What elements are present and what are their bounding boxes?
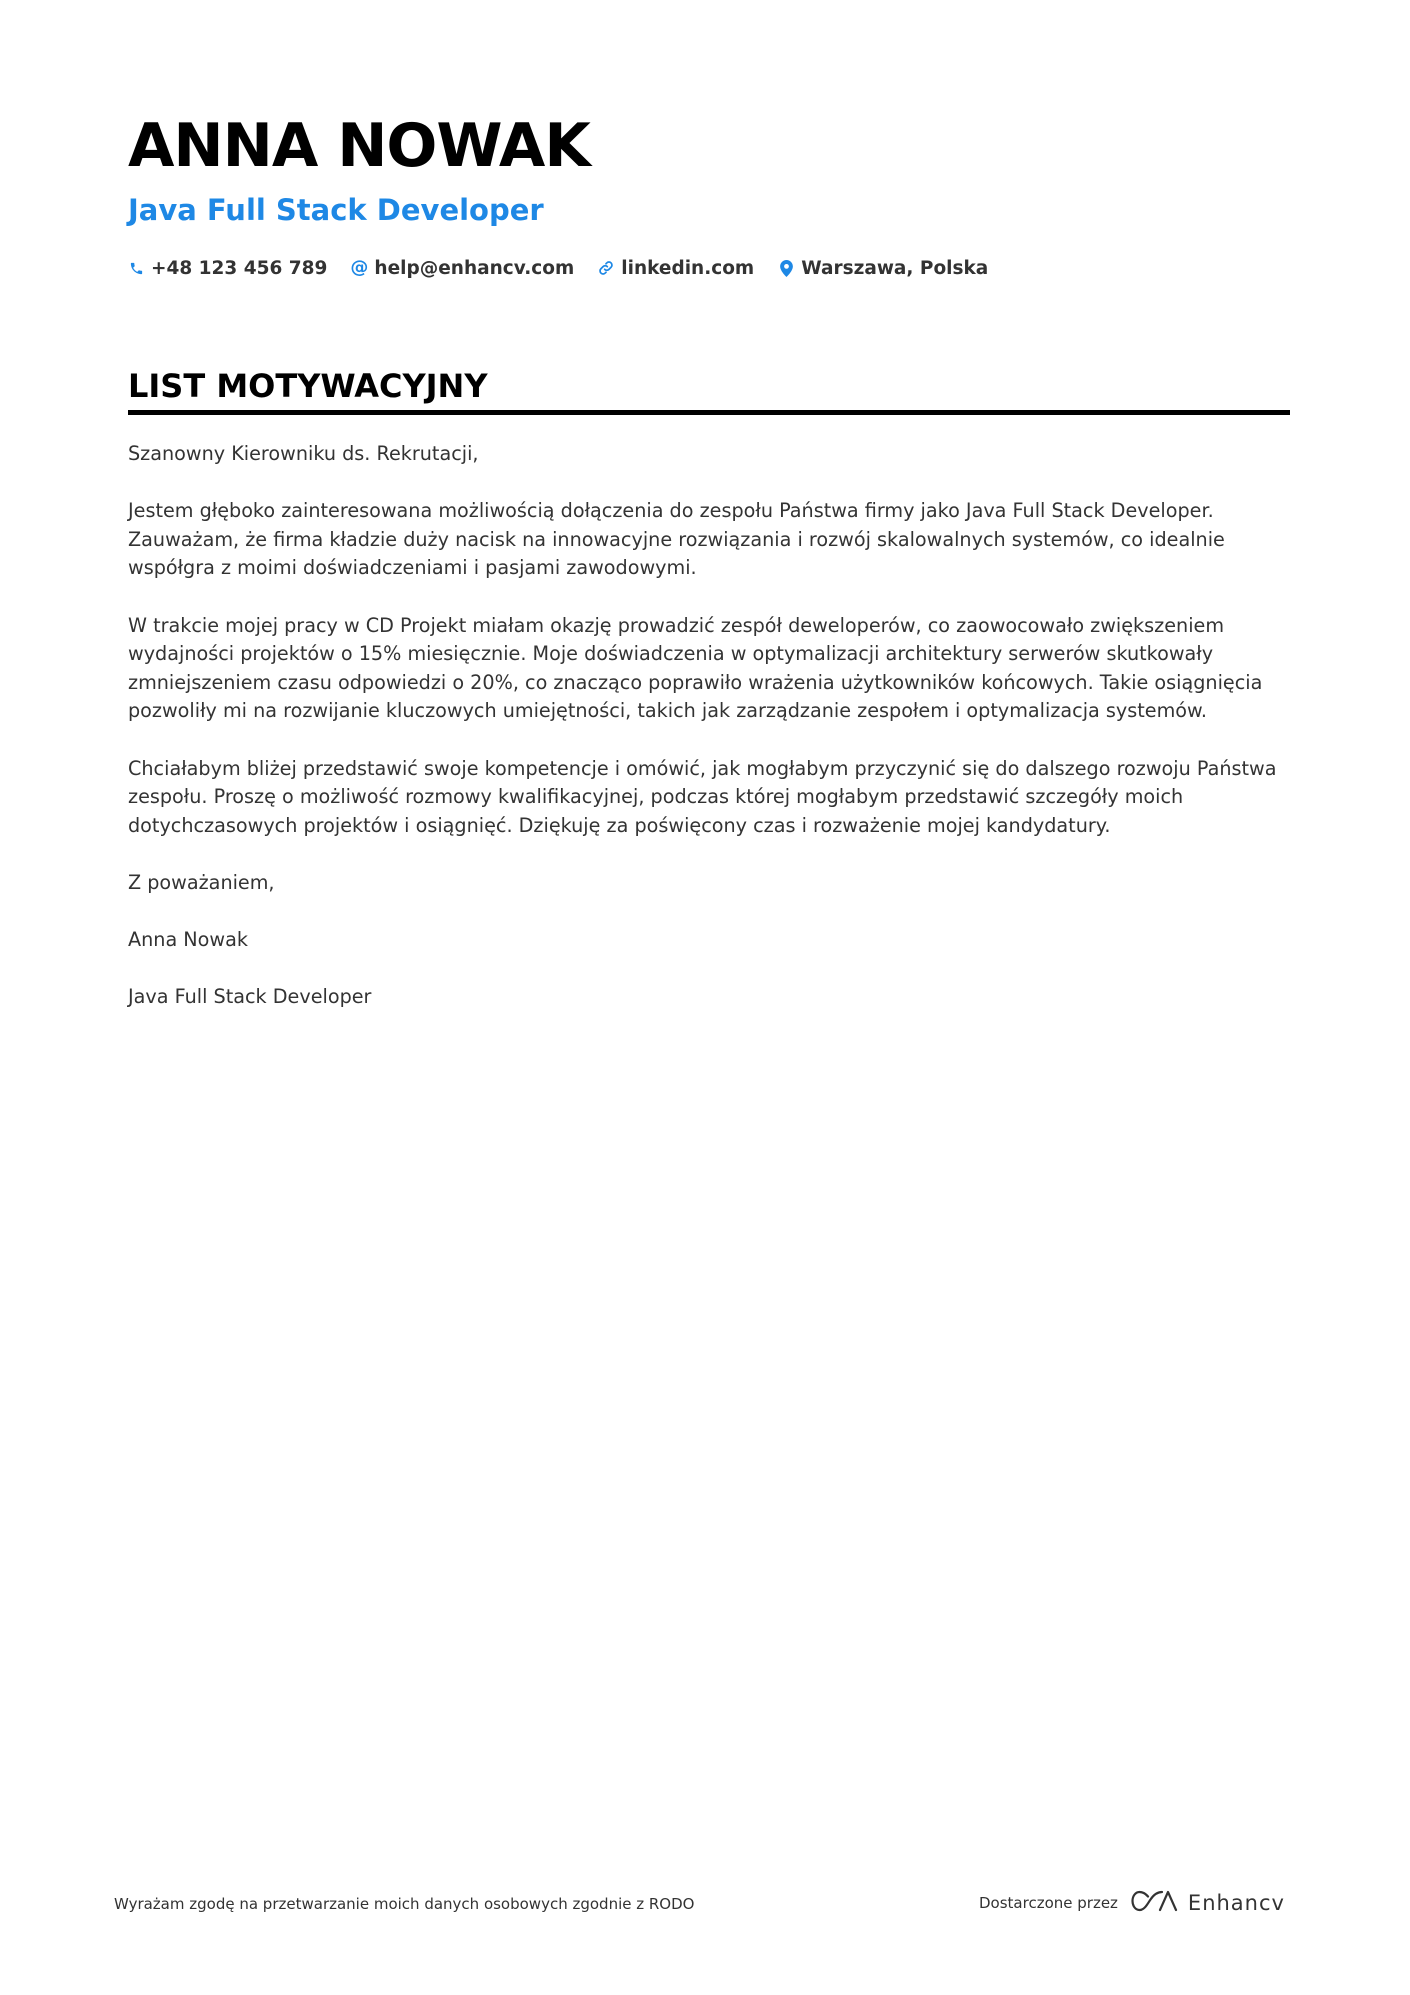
gdpr-consent: Wyrażam zgodę na przetwarzanie moich danych osobowych zgodnie z RODO: [114, 1895, 695, 1913]
phone-icon: [128, 259, 144, 277]
powered-by-label: Dostarczone przez: [979, 1894, 1118, 1912]
signature-role: Java Full Stack Developer: [128, 985, 372, 1009]
closing: Z poważaniem,: [128, 870, 275, 894]
contact-phone-text: +48 123 456 789: [151, 257, 328, 279]
greeting: Szanowny Kierowniku ds. Rekrutacji,: [128, 442, 479, 465]
brand-name: Enhancv: [1187, 1891, 1285, 1915]
contact-phone[interactable]: [128, 258, 327, 279]
contact-email-text: help@enhancv.com: [374, 257, 575, 279]
signature-name: Anna Nowak: [128, 928, 248, 952]
at-icon: @: [350, 257, 369, 278]
location-pin-icon: [778, 259, 794, 277]
candidate-name: ANNA NOWAK: [128, 111, 590, 181]
paragraph-2: W trakcie mojej pracy w CD Projekt miałam okazję prowadzić zespół deweloperów, co zaowocowało zwiększeniem wydajności projektów o 15% miesięcznie. Moje doświadczenia w optymalizacji architektury serwerów skutkowały zmniejszeniem czasu odpowiedzi o 20%, co znacząco poprawiło wrażenia użytkowników końcowych. Takie osiągnięcia pozwoliły mi na rozwijanie kluczowych umiejętności, takich jak zarządzanie zespołem i optymalizacja systemów.: [128, 613, 1263, 723]
section-divider: [128, 410, 1290, 415]
letter-body: [128, 440, 1293, 1040]
link-icon: [598, 259, 614, 277]
contact-location: [778, 258, 988, 279]
paragraph-1: Jestem głęboko zainteresowana możliwością dołączenia do zespołu Państwa firmy jako Java Full Stack Developer. Zauważam, że firma kładzie duży nacisk na innowacyjne rozwiązania i rozwój skalowalnych systemów, co idealnie współgra z moimi doświadczeniami i pasjami zawodowymi.: [128, 499, 1225, 580]
paragraph-3: Chciałabym bliżej przedstawić swoje kompetencje i omówić, jak mogłabym przyczynić się do dalszego rozwoju Państwa zespołu. Proszę o możliwość rozmowy kwalifikacyjnej, podczas której mogłabym przedstawić szczegóły moich dotychczasowych projektów i osiągnięć. Dziękuję za poświęcony czas i rozważenie mojej kandydatury.: [128, 756, 1277, 837]
section-title: LIST MOTYWACYJNY: [128, 367, 488, 405]
contact-linkedin-text: linkedin.com: [621, 257, 755, 279]
contact-email[interactable]: [351, 258, 574, 279]
contact-location-text: Warszawa, Polska: [801, 257, 989, 279]
powered-by[interactable]: [979, 1886, 1285, 1920]
enhancv-logo-icon: [1130, 1888, 1178, 1918]
contact-bar: [128, 253, 1012, 283]
contact-linkedin[interactable]: [598, 258, 754, 279]
candidate-role: Java Full Stack Developer: [128, 193, 544, 227]
